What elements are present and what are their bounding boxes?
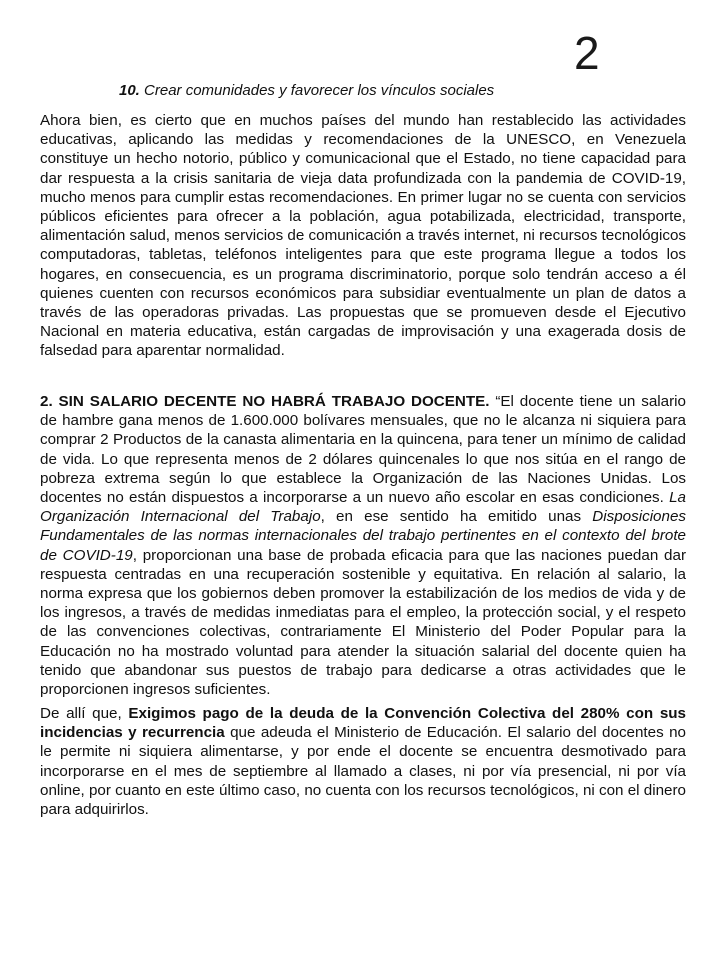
paragraph-1 [40, 111, 686, 361]
paragraph-3-text [40, 704, 686, 819]
list-item-number: 10. [119, 82, 140, 99]
paragraph-3 [40, 704, 686, 819]
demand-statement: Exigimos pago de la deuda de la Convención Colectiva del 280% con sus incidencias y recurrencia [40, 705, 686, 742]
list-item-heading [119, 82, 494, 99]
paragraph-2-italic-b: Disposiciones Fundamentales de las normas internacionales del trabajo pertinentes en el contexto del brote de COVID-19 [40, 508, 686, 564]
paragraph-2-text-b: , en ese sentido ha emitido unas [320, 508, 593, 526]
paragraph-2-text [40, 392, 686, 699]
paragraph-2-text-c: , proporcionan una base de probada eficacia para que las naciones puedan dar respuesta centradas en una recuperación sostenible y equitativa. En relación al salario, la norma expresa que los gobiernos deben promover la estabilización de los medios de vida y de los ingresos, a través de medidas inmediatas para el empleo, la protección social, y el respeto de las convenciones colectivas, contrariamente El Ministerio del Poder Popular para la Educación no ha mostrado voluntad para atender la situación salarial del docente quien ha tenido que abandonar sus puestos de trabajo para dedicarse a otras actividades que le proporcionen ingresos suficientes. [40, 546, 686, 699]
page-number: 2 [574, 27, 600, 79]
paragraph-2-text-a: “El docente tiene un salario de hambre gana menos de 1.600.000 bolívares mensuales, que no le alcanza ni siquiera para comprar 2 Productos de la canasta alimentaria en la quincena, para tener un mínimo de calidad de vida. Lo que representa menos de 2 dólares quincenales lo que nos sitúa en el rango de pobreza extrema según lo que establece la Organización de las Naciones Unidas. Los docentes no están dispuestos a incorporarse a un nuevo año escolar en esas condiciones. [40, 393, 686, 507]
paragraph-3-text-a: De allí que, [40, 705, 129, 722]
paragraph-2-italic-a: La Organización Internacional del Trabajo [40, 489, 686, 526]
paragraph-1-text: Ahora bien, es cierto que en muchos países del mundo han restablecido las actividades educativas, aplicando las medidas y recomendaciones de la UNESCO, en Venezuela constituye un hecho notorio, público y comunicacional que el Estado, no tiene capacidad para dar respuesta a la crisis sanitaria de vieja data profundizada con la pandemia de COVID-19, mucho menos para cumplir estas recomendaciones. En primer lugar no se cuenta con servicios públicos eficientes para ofrecer a la población, agua potabilizada, electricidad, transporte, alimentación salud, menos servicios de comunicación a través internet, ni recursos tecnológicos computadoras, tabletas, teléfonos inteligentes para que este programa llegue a todos los hogares, en consecuencia, es un programa discriminatorio, porque solo tendrán acceso a él quienes cuenten con recursos económicos para subsidiar eventualmente un plan de datos a través de las operadoras privadas. Las propuestas que se promueven desde el Ejecutivo Nacional en materia educativa, están cargadas de improvisación y una exagerada dosis de falsedad para aparentar normalidad. [40, 112, 686, 360]
paragraph-2 [40, 392, 686, 699]
paragraph-3-text-b: que adeuda el Ministerio de Educación. El salario del docentes no le permite ni siquiera alimentarse, y por ende el docente se encuentra desmotivado para incorporarse en el mes de septiembre al llamado a clases, ni por vía presencial, ni por vía online, por cuanto en este último caso, no cuenta con los recursos tecnológicos, ni con el dinero para adquirirlos. [40, 724, 686, 819]
section-heading: 2. SIN SALARIO DECENTE NO HABRÁ TRABAJO DOCENTE. [40, 393, 490, 410]
list-item-text: Crear comunidades y favorecer los vínculos sociales [139, 82, 495, 99]
